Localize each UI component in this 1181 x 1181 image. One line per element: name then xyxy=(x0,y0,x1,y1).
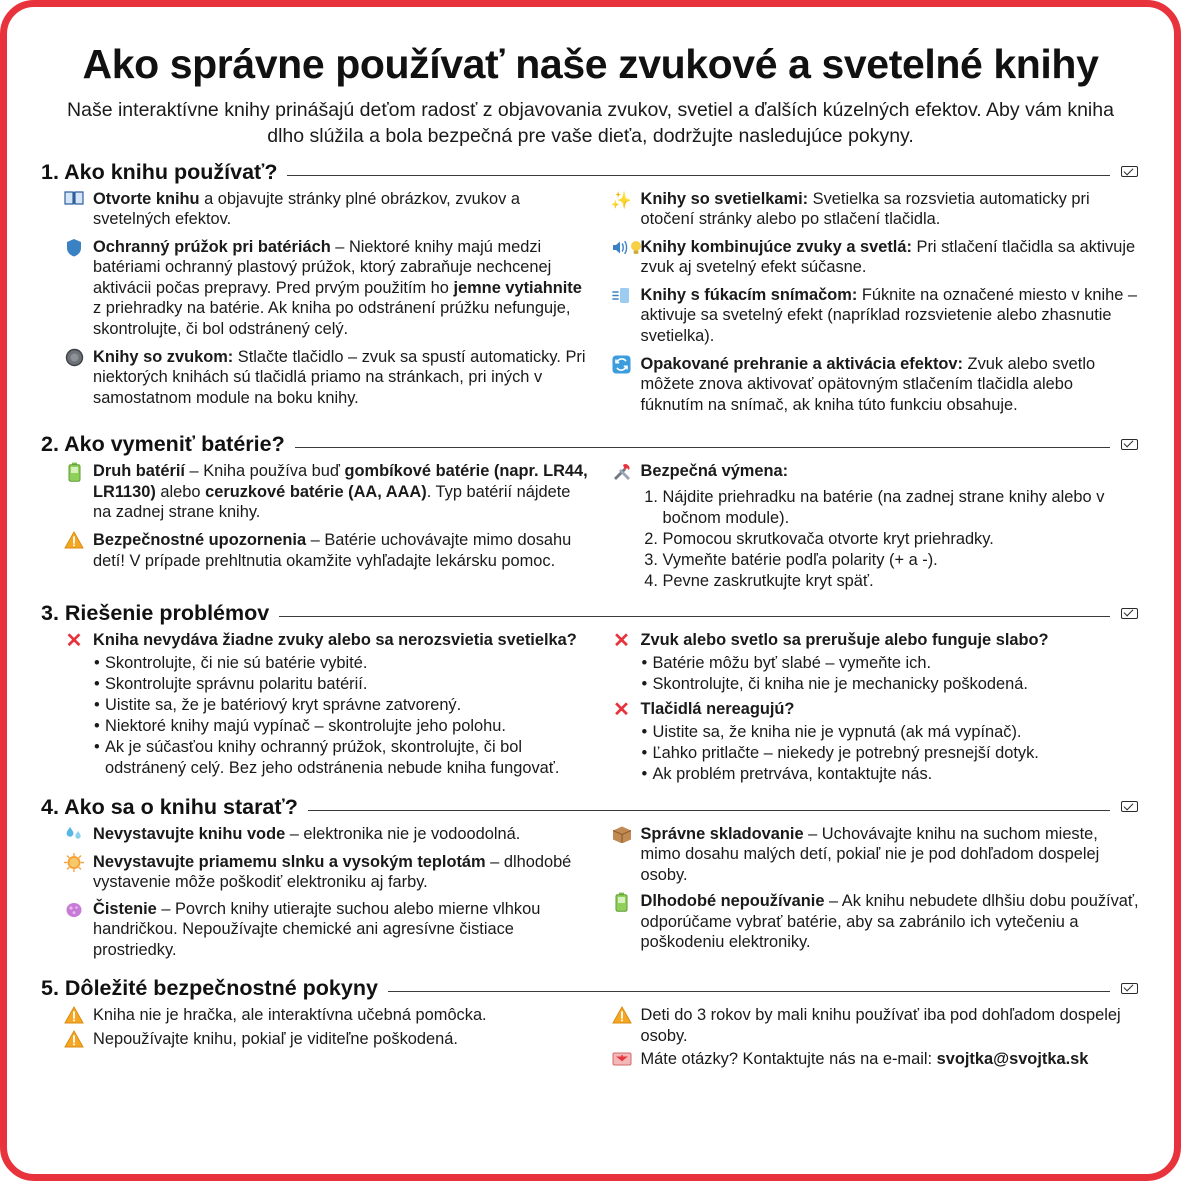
list-item: • Skontrolujte správnu polaritu batérií. xyxy=(93,674,593,695)
section-3-title: 3. Riešenie problémov xyxy=(41,601,270,626)
section-1-header xyxy=(41,160,1140,185)
divider xyxy=(308,810,1110,811)
list-item-text: Nevystavujte priamemu slnku a vysokým teplotám – dlhodobé vystavenie môže poškodiť elektroniku aj farby. xyxy=(93,852,572,892)
list-item-text: Knihy so zvukom: Stlačte tlačidlo – zvuk sa spustí automaticky. Pri niektorých knihách sú tlačidlá priamo na stránkach, pri iných v samostatnom module na boku knihy. xyxy=(93,347,586,407)
warning-icon xyxy=(63,1030,85,1051)
list-item xyxy=(63,630,593,652)
list-item xyxy=(63,189,593,230)
list-item xyxy=(63,347,593,409)
shield-icon xyxy=(63,238,85,259)
list-item: • Ak je súčasťou knihy ochranný prúžok, skontrolujte, či bol odstránený celý. Bez jeho odstránenia nebude kniha fungovať. xyxy=(93,737,593,779)
water-drop-icon xyxy=(63,825,85,846)
list-item xyxy=(611,1005,1141,1046)
list-item-text: Opakované prehranie a aktivácia efektov: Zvuk alebo svetlo môžete znova aktivovať opätovným stlačením tlačidla alebo fúknutím na snímač, ak kniha túto funkciu obsahuje. xyxy=(640,354,1096,414)
divider xyxy=(279,616,1110,617)
bullet-list xyxy=(641,653,1141,695)
section-5-header xyxy=(41,976,1140,1001)
list-item xyxy=(611,354,1141,416)
list-item-text: Máte otázky? Kontaktujte nás na e-mail: svojtka@svojtka.sk xyxy=(640,1049,1089,1068)
section-1-title: 1. Ako knihu používať? xyxy=(41,159,278,184)
list-item xyxy=(63,1029,593,1051)
list-item-text: Knihy so svetielkami: Svetielka sa rozsvietia automaticky pri otočení stránky alebo po stlačení tlačidla. xyxy=(640,189,1090,229)
bullet-list xyxy=(641,722,1141,784)
check-icon xyxy=(1120,800,1140,814)
list-item-text: Správne skladovanie – Uchovávajte knihu na suchom mieste, mimo dosahu malých detí, pokiaľ nie je pod dohľadom dospelej osoby. xyxy=(640,824,1100,884)
check-icon xyxy=(1120,165,1140,179)
problem-title: Tlačidlá nereagujú? xyxy=(640,700,795,719)
list-item xyxy=(611,1049,1141,1071)
section-2 xyxy=(41,432,1140,591)
speaker-bulb-icon xyxy=(611,238,633,259)
button-icon xyxy=(63,348,85,369)
section-2-header xyxy=(41,432,1140,457)
list-item-text: Bezpečná výmena: xyxy=(640,462,789,481)
section-5 xyxy=(41,976,1140,1072)
list-item-text: Nevystavujte knihu vode – elektronika nie je vodoodolná. xyxy=(93,824,521,843)
list-item-text: Čistenie – Povrch knihy utierajte suchou alebo mierne vlhkou handričkou. Nepoužívajte chemické ani agresívne čistiace prostriedky. xyxy=(93,899,541,959)
list-item-text: Otvorte knihu a objavujte stránky plné obrázkov, zvukov a svetelných efektov. xyxy=(93,189,520,229)
list-item xyxy=(611,237,1141,278)
divider xyxy=(295,447,1110,448)
list-item: • Uistite sa, že je batériový kryt správne zatvorený. xyxy=(93,695,593,716)
list-item-text: Kniha nie je hračka, ale interaktívna učebná pomôcka. xyxy=(93,1006,487,1025)
list-item-text: Dlhodobé nepoužívanie – Ak knihu nebudete dlhšiu dobu používať, odporúčame vybrať batérie, aby sa zabránilo ich vytečeniu a poškodeniu elektroniky. xyxy=(640,892,1139,952)
list-item xyxy=(63,824,593,846)
list-item xyxy=(63,852,593,893)
list-item xyxy=(611,630,1141,652)
battery-icon xyxy=(63,462,85,483)
list-item-text: Druh batérií – Kniha používa buď gombíkové batérie (napr. LR44, LR1130) alebo ceruzkové batérie (AA, AAA). Typ batérií nájdete na zadnej strane knihy. xyxy=(93,462,588,522)
x-icon: ✕ xyxy=(613,630,630,653)
list-item-text: Nepoužívajte knihu, pokiaľ je viditeľne poškodená. xyxy=(93,1030,458,1049)
list-item xyxy=(611,461,1141,483)
list-item-text: Bezpečnostné upozornenia – Batérie uchovávajte mimo dosahu detí! V prípade prehltnutia okamžite vyhľadajte lekársku pomoc. xyxy=(93,531,572,570)
list-item xyxy=(63,461,593,523)
page-title: Ako správne používať naše zvukové a svetelné knihy xyxy=(82,41,1099,87)
problem-title: Kniha nevydáva žiadne zvuky alebo sa nerozsvietia svetielka? xyxy=(93,631,577,650)
list-item: • Uistite sa, že kniha nie je vypnutá (ak má vypínač). xyxy=(641,722,1141,743)
list-item xyxy=(611,189,1141,230)
warning-icon xyxy=(63,531,85,552)
list-item: 4. Pevne zaskrutkujte kryt späť. xyxy=(663,571,1141,592)
list-item xyxy=(611,891,1141,953)
sun-icon xyxy=(63,853,85,874)
repeat-icon xyxy=(611,355,633,376)
mail-icon xyxy=(611,1050,633,1071)
section-4-title: 4. Ako sa o knihu starať? xyxy=(41,794,298,819)
problem-title: Zvuk alebo svetlo sa prerušuje alebo funguje slabo? xyxy=(640,631,1049,650)
list-item xyxy=(611,285,1141,347)
list-item: • Batérie môžu byť slabé – vymeňte ich. xyxy=(641,653,1141,674)
list-item xyxy=(63,1005,593,1027)
section-4 xyxy=(41,795,1140,967)
list-item xyxy=(63,530,593,571)
check-icon xyxy=(1120,607,1140,621)
list-item-text: Ochranný prúžok pri batériách – Niektoré knihy majú medzi batériami ochranný plastový prúžok, ktorý zabraňuje nechcenej aktivácii počas prepravy. Pred prvým použitím ho jemne vytiahnite z priehradky na batérie. Ak kniha po odstránení prúžku nefunguje, skontrolujte, či bol odstránený celý. xyxy=(93,237,582,338)
x-icon: ✕ xyxy=(65,630,83,653)
section-4-header xyxy=(41,795,1140,820)
list-item xyxy=(63,237,593,340)
section-3-header xyxy=(41,601,1140,626)
section-5-title: 5. Dôležité bezpečnostné pokyny xyxy=(41,976,378,1001)
list-item: • Ľahko pritlačte – niekedy je potrebný presnejší dotyk. xyxy=(641,743,1141,764)
section-1 xyxy=(41,160,1140,423)
list-item xyxy=(63,899,593,961)
list-item-text: Deti do 3 rokov by mali knihu používať iba pod dohľadom dospelej osoby. xyxy=(640,1006,1121,1046)
check-icon xyxy=(1120,438,1140,452)
battery-icon xyxy=(611,892,633,913)
list-item-text: Knihy kombinujúce zvuky a svetlá: Pri stlačení tlačidla sa aktivuje zvuk aj svetelný efekt súčasne. xyxy=(640,237,1136,277)
sparkles-icon: ✨ xyxy=(610,190,633,210)
list-item xyxy=(611,824,1141,886)
bullet-list xyxy=(93,653,593,778)
blow-sensor-icon xyxy=(611,286,633,307)
list-item: • Skontrolujte, či kniha nie je mechanicky poškodená. xyxy=(641,674,1141,695)
list-item: 3. Vymeňte batérie podľa polarity (+ a -). xyxy=(663,550,1141,571)
divider xyxy=(287,175,1110,176)
divider xyxy=(388,991,1110,992)
warning-icon xyxy=(611,1006,633,1027)
warning-icon xyxy=(63,1006,85,1027)
list-item-text: Knihy s fúkacím snímačom: Fúknite na označené miesto v knihe – aktivuje sa svetelný efekt (napríklad rozsvietenie alebo zhasnutie svetielka). xyxy=(640,285,1138,345)
ordered-steps xyxy=(641,487,1141,591)
contact-email[interactable]: svojtka@svojtka.sk xyxy=(936,1049,1089,1068)
list-item: 1. Nájdite priehradku na batérie (na zadnej strane knihy alebo v bočnom module). xyxy=(663,487,1141,529)
list-item: • Ak problém pretrváva, kontaktujte nás. xyxy=(641,764,1141,785)
x-icon: ✕ xyxy=(613,699,630,722)
check-icon xyxy=(1120,982,1140,996)
section-2-title: 2. Ako vymeniť batérie? xyxy=(41,432,285,457)
sponge-icon xyxy=(63,900,85,921)
list-item xyxy=(611,699,1141,721)
tools-icon xyxy=(611,462,633,483)
intro-paragraph: Naše interaktívne knihy prinášajú deťom radosť z objavovania zvukov, svetiel a ďalších kúzelných efektov. Aby vám kniha dlho slúžila a bola bezpečná pre vaše dieťa, dodržujte nasledujúce pokyny. xyxy=(67,99,1114,147)
box-icon xyxy=(611,825,633,846)
list-item: • Niektoré knihy majú vypínač – skontrolujte jeho polohu. xyxy=(93,716,593,737)
list-item: 2. Pomocou skrutkovača otvorte kryt priehradky. xyxy=(663,529,1141,550)
section-3 xyxy=(41,601,1140,784)
open-book-icon xyxy=(63,190,85,211)
list-item: • Skontrolujte, či nie sú batérie vybité. xyxy=(93,653,593,674)
